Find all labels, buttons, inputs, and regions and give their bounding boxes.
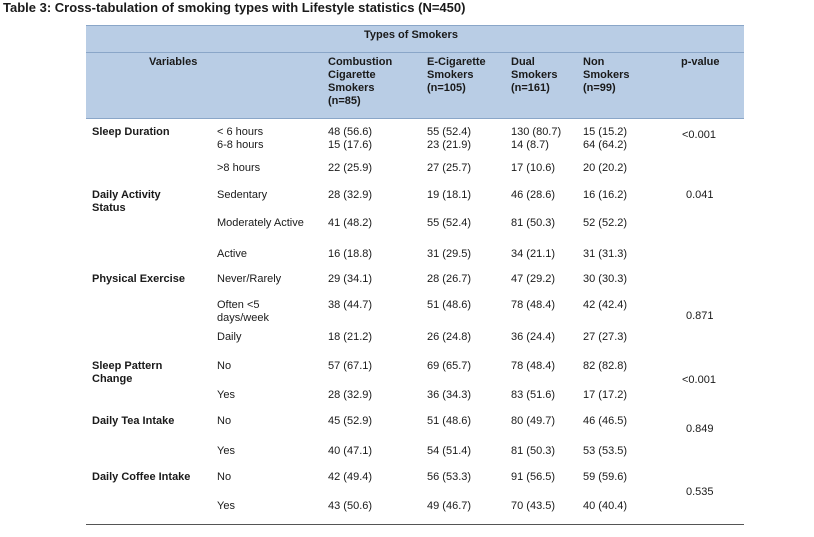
category-label: No — [217, 415, 232, 427]
category-label: Daily — [217, 331, 242, 343]
table-cell: 59 (59.6) — [583, 471, 628, 483]
table-cell: 46 (28.6) — [511, 189, 556, 201]
table-cell: 22 (25.9) — [328, 162, 373, 174]
variable-label: Status — [92, 202, 126, 214]
category-label: No — [217, 360, 232, 372]
table-cell: 45 (52.9) — [328, 415, 373, 427]
table-cell: 38 (44.7) — [328, 299, 373, 311]
variable-label: Change — [92, 373, 133, 385]
table-cell: 16 (18.8) — [328, 248, 373, 260]
category-label: Moderately Active — [217, 217, 304, 229]
header-top-rule — [86, 25, 744, 26]
table-cell: 23 (21.9) — [427, 139, 472, 151]
table-cell: 26 (24.8) — [427, 331, 472, 343]
table-cell: 53 (53.5) — [583, 445, 628, 457]
table-cell: 47 (29.2) — [511, 273, 556, 285]
table-cell: 49 (46.7) — [427, 500, 472, 512]
table-cell: 64 (64.2) — [583, 139, 628, 151]
p-value-cell: 0.041 — [686, 189, 714, 201]
variable-label: Sleep Duration — [92, 126, 170, 138]
p-value-cell: 0.849 — [686, 423, 714, 435]
table-cell: 70 (43.5) — [511, 500, 556, 512]
table-cell: 20 (20.2) — [583, 162, 628, 174]
table-cell: 27 (25.7) — [427, 162, 472, 174]
table-cell: 40 (40.4) — [583, 500, 628, 512]
table-cell: 91 (56.5) — [511, 471, 556, 483]
table-cell: 14 (8.7) — [511, 139, 549, 151]
table-cell: 81 (50.3) — [511, 445, 556, 457]
column-header: (n=161) — [511, 82, 550, 94]
p-value-cell: 0.535 — [686, 486, 714, 498]
table-cell: 17 (10.6) — [511, 162, 556, 174]
p-value-cell: <0.001 — [682, 129, 716, 141]
column-header: Dual — [511, 56, 535, 68]
column-header: Smokers — [427, 69, 474, 81]
column-header: Smokers — [328, 82, 375, 94]
variable-label: Physical Exercise — [92, 273, 185, 285]
table-cell: 40 (47.1) — [328, 445, 373, 457]
category-label: Active — [217, 248, 247, 260]
column-header: Non — [583, 56, 605, 68]
category-label: 6-8 hours — [217, 139, 264, 151]
table-cell: 31 (29.5) — [427, 248, 472, 260]
table-cell: 31 (31.3) — [583, 248, 628, 260]
table-cell: 43 (50.6) — [328, 500, 373, 512]
table-cell: 54 (51.4) — [427, 445, 472, 457]
variable-label: Sleep Pattern — [92, 360, 163, 372]
table-cell: 52 (52.2) — [583, 217, 628, 229]
header-group-rule — [86, 52, 744, 53]
table-cell: 36 (34.3) — [427, 389, 472, 401]
table-cell: 27 (27.3) — [583, 331, 628, 343]
table-cell: 46 (46.5) — [583, 415, 628, 427]
table-cell: 15 (17.6) — [328, 139, 373, 151]
table-cell: 83 (51.6) — [511, 389, 556, 401]
table-cell: 78 (48.4) — [511, 360, 556, 372]
table-cell: 82 (82.8) — [583, 360, 628, 372]
table-cell: 28 (32.9) — [328, 189, 373, 201]
table-cell: 18 (21.2) — [328, 331, 373, 343]
table-cell: 36 (24.4) — [511, 331, 556, 343]
column-header: Combustion — [328, 56, 393, 68]
table-cell: 28 (26.7) — [427, 273, 472, 285]
header-bottom-rule — [86, 118, 744, 119]
column-header: E-Cigarette — [427, 56, 486, 68]
category-label: Sedentary — [217, 189, 268, 201]
category-label: >8 hours — [217, 162, 261, 174]
p-value-cell: 0.871 — [686, 310, 714, 322]
table-cell: 81 (50.3) — [511, 217, 556, 229]
p-value-cell: <0.001 — [682, 374, 716, 386]
category-label: Yes — [217, 445, 235, 457]
table-bottom-rule — [86, 524, 744, 525]
table-cell: 51 (48.6) — [427, 299, 472, 311]
table-cell: 51 (48.6) — [427, 415, 472, 427]
variable-label: Daily Tea Intake — [92, 415, 175, 427]
table-cell: 42 (49.4) — [328, 471, 373, 483]
table-cell: 28 (32.9) — [328, 389, 373, 401]
column-header: Smokers — [511, 69, 558, 81]
p-value-header: p-value — [681, 56, 720, 68]
table-cell: 78 (48.4) — [511, 299, 556, 311]
table-cell: 80 (49.7) — [511, 415, 556, 427]
table-cell: 55 (52.4) — [427, 217, 472, 229]
table-cell: 16 (16.2) — [583, 189, 628, 201]
column-header: (n=105) — [427, 82, 466, 94]
column-header: Cigarette — [328, 69, 376, 81]
table-cell: 55 (52.4) — [427, 126, 472, 138]
table-cell: 15 (15.2) — [583, 126, 628, 138]
table-cell: 41 (48.2) — [328, 217, 373, 229]
table-cell: 48 (56.6) — [328, 126, 373, 138]
table-cell: 57 (67.1) — [328, 360, 373, 372]
table-cell: 56 (53.3) — [427, 471, 472, 483]
table-cell: 130 (80.7) — [511, 126, 562, 138]
table-cell: 29 (34.1) — [328, 273, 373, 285]
table-cell: 30 (30.3) — [583, 273, 628, 285]
category-label: Often <5 — [217, 299, 260, 311]
table-cell: 34 (21.1) — [511, 248, 556, 260]
column-header: Smokers — [583, 69, 630, 81]
table-caption: Table 3: Cross-tabulation of smoking types with Lifestyle statistics (N=450) — [3, 0, 466, 15]
group-title: Types of Smokers — [364, 29, 458, 41]
category-label: < 6 hours — [217, 126, 264, 138]
table-cell: 42 (42.4) — [583, 299, 628, 311]
category-label: Yes — [217, 500, 235, 512]
category-label: No — [217, 471, 232, 483]
table-cell: 19 (18.1) — [427, 189, 472, 201]
category-label: Yes — [217, 389, 235, 401]
category-label: days/week — [217, 312, 269, 324]
table-cell: 17 (17.2) — [583, 389, 628, 401]
table-cell: 69 (65.7) — [427, 360, 472, 372]
category-label: Never/Rarely — [217, 273, 282, 285]
column-header: (n=85) — [328, 95, 361, 107]
variable-label: Daily Coffee Intake — [92, 471, 191, 483]
variable-label: Daily Activity — [92, 189, 161, 201]
column-header: (n=99) — [583, 82, 616, 94]
variables-header: Variables — [149, 56, 198, 68]
